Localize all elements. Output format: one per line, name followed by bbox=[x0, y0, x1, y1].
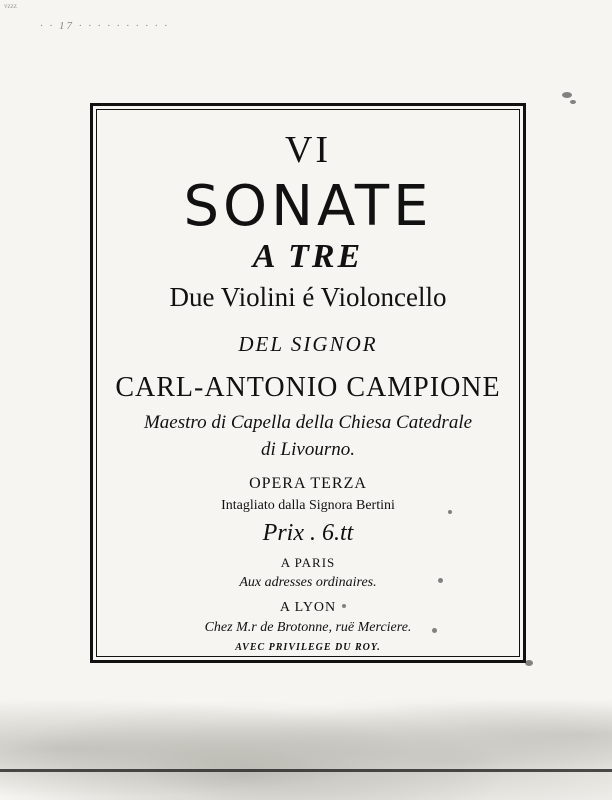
title-a-tre: A TRE bbox=[252, 238, 364, 275]
title-sonate: SONATE bbox=[183, 174, 433, 239]
publisher-city-paris: A PARIS bbox=[280, 555, 336, 570]
page-edge-line bbox=[0, 769, 612, 772]
publisher-address-lyon: Chez M.r de Brotonne, ruë Merciere. bbox=[204, 620, 412, 635]
publisher-city-lyon: A LYON bbox=[279, 600, 337, 615]
royal-privilege: AVEC PRIVILEGE DU ROY. bbox=[235, 642, 381, 653]
composer-name: CARL-ANTONIO CAMPIONE bbox=[115, 372, 501, 403]
del-signor: DEL SIGNOR bbox=[238, 332, 378, 356]
top-inscription: · · 17 · · · · · · · · · · bbox=[40, 20, 169, 32]
water-stain bbox=[0, 670, 612, 800]
title-number: VI bbox=[284, 129, 332, 171]
publisher-address-paris: Aux adresses ordinaires. bbox=[239, 575, 377, 590]
engraver-credit: Intagliato dalla Signora Bertini bbox=[221, 498, 395, 513]
composer-position: Maestro di Capella della Chiesa Catedrale bbox=[143, 412, 473, 433]
opus-number: OPERA TERZA bbox=[249, 475, 367, 492]
corner-mark: vzzz bbox=[4, 2, 17, 10]
title-frame bbox=[90, 103, 526, 663]
price: Prix . 6.tt bbox=[262, 520, 354, 546]
instrumentation: Due Violini é Violoncello bbox=[169, 282, 447, 312]
composer-city: di Livourno. bbox=[261, 439, 355, 460]
